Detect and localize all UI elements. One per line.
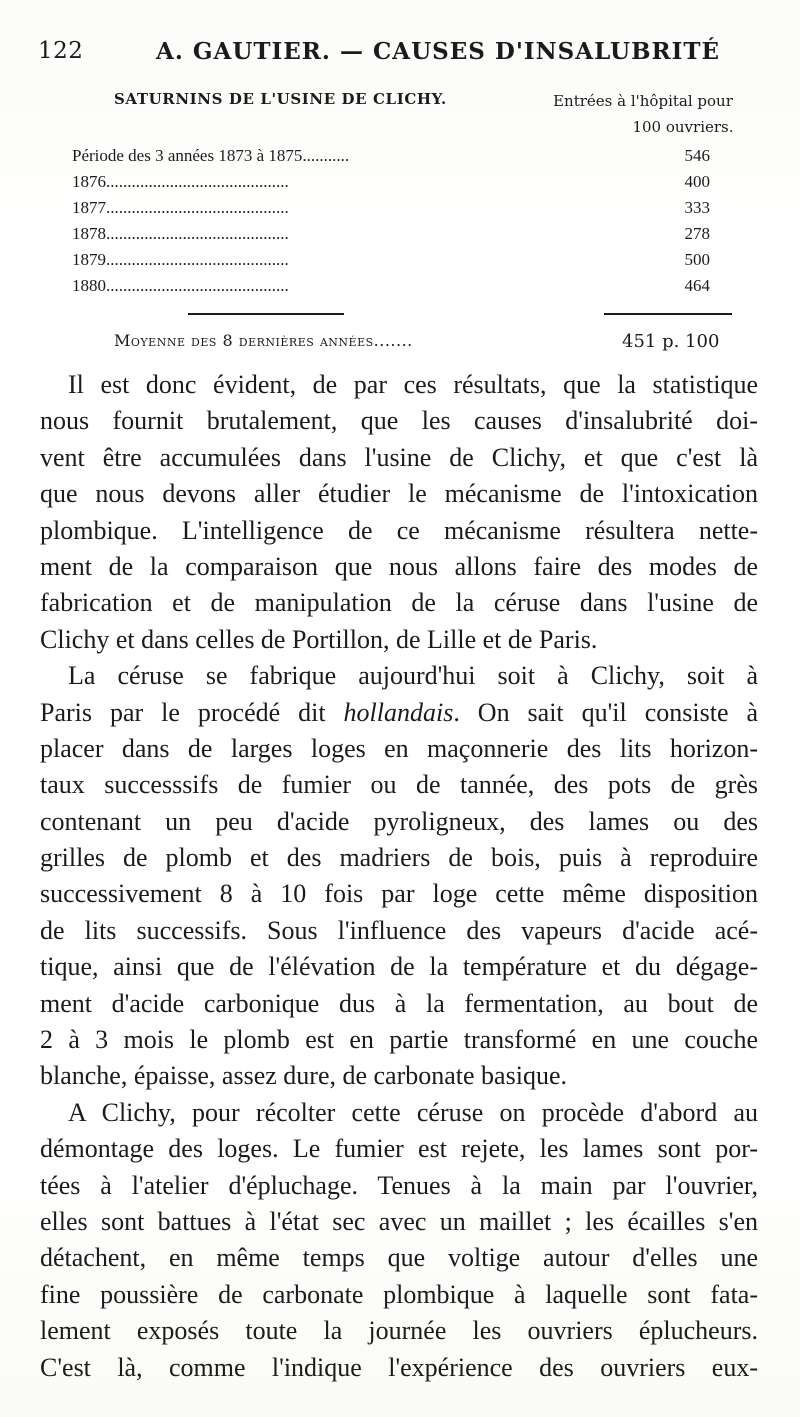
table-row-value: 333 xyxy=(684,198,710,217)
table-row xyxy=(72,224,762,250)
table-heading-right-line1: Entrées à l'hôpital pour xyxy=(553,92,733,110)
text-line: détachent, en même temps que voltige autour d'elles une xyxy=(40,1243,758,1273)
text-run: . On sait qu'il consiste à xyxy=(453,697,758,727)
running-title: A. GAUTIER. — CAUSES D'INSALUBRITÉ xyxy=(156,38,721,65)
table-row-label: 1880........................................... xyxy=(72,276,289,295)
table-heading-right-line2: 100 ouvriers. xyxy=(632,118,734,136)
table-row-label: 1877........................................... xyxy=(72,198,289,217)
text-line: ment d'acide carbonique dus à la fermentation, au bout de xyxy=(40,988,758,1018)
table-row xyxy=(72,250,762,276)
table-row-value: 400 xyxy=(684,172,710,191)
average-label: Moyenne des 8 dernières années....... xyxy=(114,331,413,350)
table-row-value: 278 xyxy=(684,224,710,243)
text-line: successivement 8 à 10 fois par loge cette même disposition xyxy=(40,879,758,909)
text-line: 2 à 3 mois le plomb est en partie transformé en une couche xyxy=(40,1025,758,1055)
table-rule-left xyxy=(188,313,344,315)
table-row-value: 500 xyxy=(684,250,710,269)
text-line: démontage des loges. Le fumier est rejete, les lames sont por- xyxy=(40,1134,758,1164)
table-row-label: Période des 3 années 1873 à 1875........... xyxy=(72,146,350,165)
text-line: vent être accumulées dans l'usine de Clichy, et que c'est là xyxy=(40,442,758,472)
text-line: A Clichy, pour récolter cette céruse on procède d'abord au xyxy=(68,1097,758,1127)
table-row-label: 1878........................................... xyxy=(72,224,289,243)
table-heading-left: SATURNINS DE L'USINE DE CLICHY. xyxy=(114,90,447,108)
text-line: fabrication et de manipulation de la céruse dans l'usine de xyxy=(40,588,758,618)
text-run: Paris par le procédé dit xyxy=(40,697,344,727)
text-line: ment de la comparaison que nous allons faire des modes de xyxy=(40,551,758,581)
table-row xyxy=(72,276,762,302)
text-line: plombique. L'intelligence de ce mécanisme résultera nette- xyxy=(40,515,758,545)
text-line: lement exposés toute la journée les ouvriers éplucheurs. xyxy=(40,1316,758,1346)
table-rule-right xyxy=(604,313,732,315)
table-row-value: 546 xyxy=(684,146,710,165)
body-text xyxy=(40,367,758,1386)
italic-term: hollandais xyxy=(343,697,454,727)
text-line: grilles de plomb et des madriers de bois, puis à reproduire xyxy=(40,843,758,873)
table-row-label: 1876........................................... xyxy=(72,172,289,191)
text-line: contenant un peu d'acide pyroligneux, des lames ou des xyxy=(40,806,758,836)
table-row xyxy=(72,198,762,224)
table-average-row xyxy=(114,331,764,350)
table-row-value: 464 xyxy=(684,276,710,295)
text-line: taux successsifs de fumier ou de tannée, des pots de grès xyxy=(40,770,758,800)
text-line: placer dans de larges loges en maçonnerie des lits horizon- xyxy=(40,733,758,763)
text-line: de lits successifs. Sous l'influence des vapeurs d'acide acé- xyxy=(40,915,758,945)
table-row xyxy=(72,146,762,172)
table-row-label: 1879........................................... xyxy=(72,250,289,269)
page-number: 122 xyxy=(38,38,84,64)
text-line: C'est là, comme l'indique l'expérience des ouvriers eux- xyxy=(40,1352,758,1382)
text-line xyxy=(40,695,758,731)
text-line: que nous devons aller étudier le mécanisme de l'intoxication xyxy=(40,479,758,509)
text-line: tique, ainsi que de l'élévation de la température et du dégage- xyxy=(40,952,758,982)
text-line: tées à l'atelier d'épluchage. Tenues à la main par l'ouvrier, xyxy=(40,1170,758,1200)
text-line: fine poussière de carbonate plombique à laquelle sont fata- xyxy=(40,1279,758,1309)
text-line: Il est donc évident, de par ces résultats, que la statistique xyxy=(68,370,758,399)
table-row xyxy=(72,172,762,198)
running-header xyxy=(38,38,758,72)
text-line: nous fournit brutalement, que les causes d'insalubrité doi- xyxy=(40,406,758,436)
text-line: elles sont battues à l'état sec avec un maillet ; les écailles s'en xyxy=(40,1206,758,1236)
text-line: La céruse se fabrique aujourd'hui soit à Clichy, soit à xyxy=(68,661,758,691)
average-value: 451 p. 100 xyxy=(622,331,720,352)
table-heading-right xyxy=(528,88,758,140)
text-line: Clichy et dans celles de Portillon, de Lille et de Paris. xyxy=(40,624,598,654)
text-line: blanche, épaisse, assez dure, de carbonate basique. xyxy=(40,1061,567,1091)
